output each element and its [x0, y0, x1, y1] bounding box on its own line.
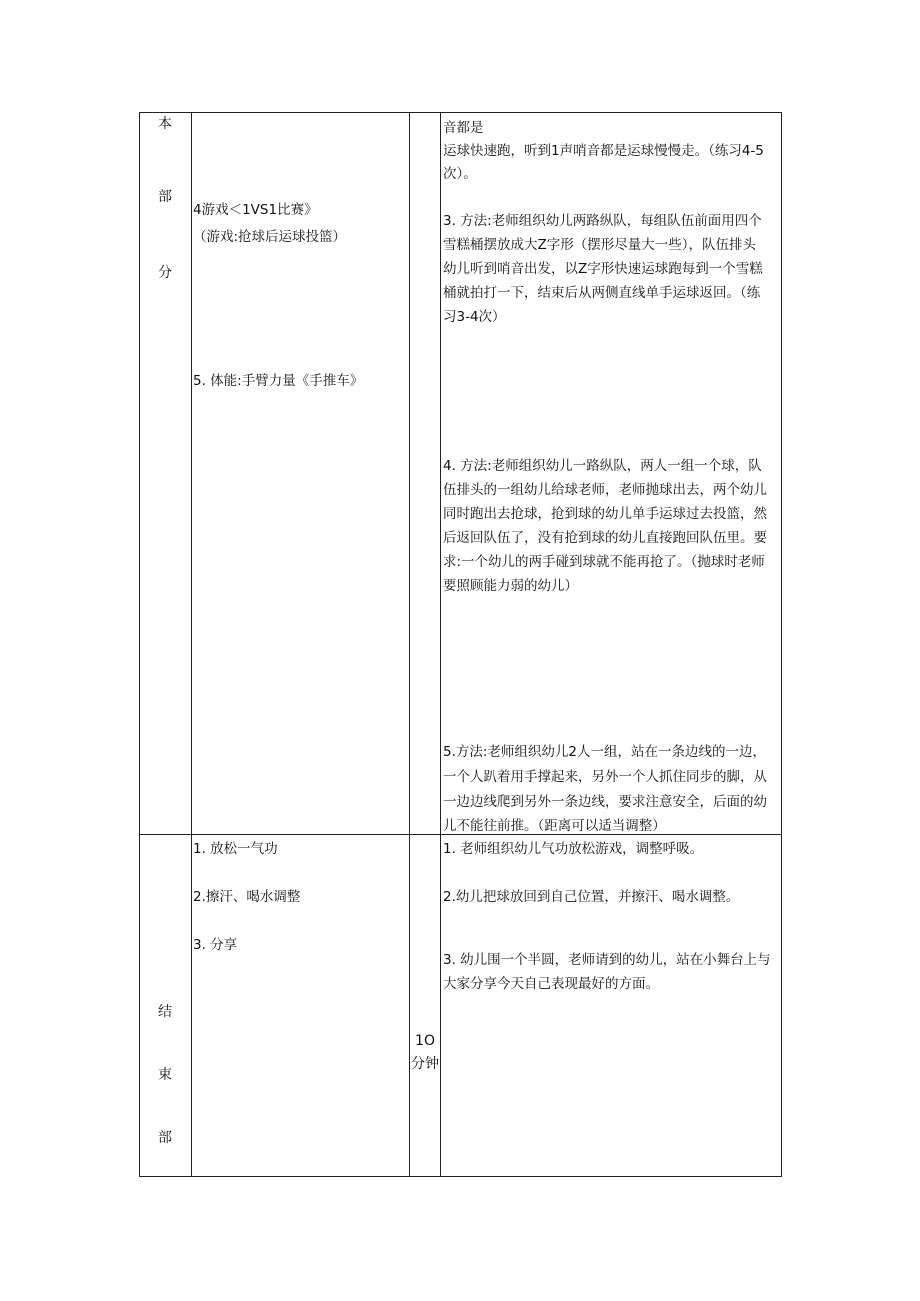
method-line: 伍排头的一组幼儿给球老师，老师抛球出去，两个幼儿 — [443, 482, 767, 498]
section-end-label-char: 部 — [158, 1130, 172, 1146]
section-end-label-char: 结 — [158, 1004, 172, 1020]
section-main-label-char: 分 — [158, 265, 172, 281]
duration-unit: 分钟 — [411, 1056, 439, 1072]
activity-item: 5. 体能:手臂力量《手推车》 — [193, 373, 364, 389]
method-line: 要照顾能力弱的幼儿） — [443, 578, 578, 594]
duration-value: 1O — [415, 1033, 435, 1049]
method-line: 一个人趴着用手撑起来，另外一个人抓住同步的脚，从 — [443, 769, 767, 785]
column-divider-3 — [440, 112, 441, 1177]
section-main-label-char: 本 — [158, 116, 172, 132]
section-end-label-char: 束 — [158, 1067, 172, 1083]
method-line: 5.方法:老师组织幼儿2人一组，站在一条边线的一边， — [443, 744, 767, 760]
method-line: 4. 方法:老师组织幼儿一路纵队，两人一组一个球，队 — [443, 458, 762, 474]
activity-item: 1. 放松一气功 — [193, 841, 278, 857]
section-main-label-char: 部 — [158, 189, 172, 205]
method-line: 运球快速跑，听到1声哨音都是运球慢慢走。（练习4-5 — [443, 143, 764, 159]
method-line: 大家分享今天自己表现最好的方面。 — [443, 976, 659, 992]
column-divider-2 — [409, 112, 410, 1177]
activity-item: 3. 分享 — [193, 937, 238, 953]
table-bottom-border — [139, 1176, 782, 1177]
method-line: 儿不能往前推。（距离可以适当调整） — [443, 818, 666, 834]
method-line: 音都是 — [443, 120, 484, 136]
method-line: 幼儿听到哨音出发，以Z字形快速运球跑每到一个雪糕 — [443, 261, 763, 277]
method-line: 一边边线爬到另外一条边线，要求注意安全，后面的幼 — [443, 794, 767, 810]
activity-item: （游戏:抢球后运球投篮） — [193, 229, 347, 245]
activity-item: 2.擦汗、喝水调整 — [193, 889, 301, 905]
table-top-border — [139, 112, 782, 113]
method-line: 习3-4次） — [443, 309, 506, 325]
method-line: 3. 方法:老师组织幼儿两路纵队，每组队伍前面用四个 — [443, 213, 762, 229]
column-divider-1 — [191, 112, 192, 1177]
method-line: 同时跑出去抢球，抢到球的幼儿单手运球过去投篮，然 — [443, 506, 767, 522]
method-line: 求:一个幼儿的两手碰到球就不能再抢了。（抛球时老师 — [443, 554, 765, 570]
method-line: 2.幼儿把球放回到自己位置，并擦汗、喝水调整。 — [443, 889, 740, 905]
method-line: 桶就拍打一下，结束后从两侧直线单手运球返回。（练 — [443, 285, 761, 301]
method-line: 1. 老师组织幼儿气功放松游戏，调整呼吸。 — [443, 841, 704, 857]
method-line: 后返回队伍了，没有抢到球的幼儿直接跑回队伍里。要 — [443, 530, 767, 546]
method-line: 3. 幼儿围一个半圆，老师请到的幼儿，站在小舞台上与 — [443, 952, 771, 968]
method-line: 雪糕桶摆放成大Z字形（摆形尽量大一些），队伍排头 — [443, 237, 756, 253]
method-line: 次）。 — [443, 166, 477, 182]
table-right-border — [781, 112, 782, 1177]
activity-item: 4游戏＜1VS1比赛》 — [193, 202, 318, 218]
